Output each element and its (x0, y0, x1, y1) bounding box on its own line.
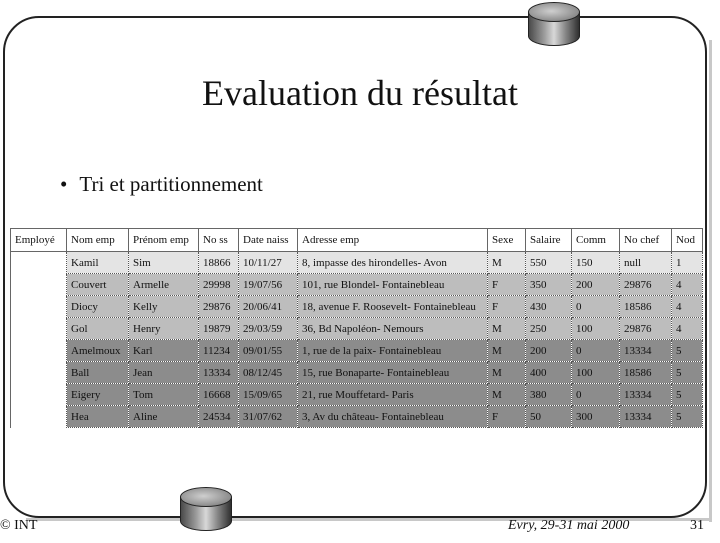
table-cell: 13334 (620, 340, 672, 362)
table-cell: 50 (526, 406, 572, 428)
table-cell: 15, rue Bonaparte- Fontainebleau (298, 362, 488, 384)
row-spacer (11, 406, 67, 428)
table-cell: 0 (572, 384, 620, 406)
column-header: Adresse emp (298, 229, 488, 252)
table-cell: 5 (672, 406, 703, 428)
column-header: Sexe (488, 229, 526, 252)
table-cell: 13334 (620, 384, 672, 406)
table-cell: F (488, 296, 526, 318)
table-cell: 150 (572, 252, 620, 274)
table-cell: 4 (672, 296, 703, 318)
table-cell: 250 (526, 318, 572, 340)
table-cell: 430 (526, 296, 572, 318)
table-cell: 13334 (620, 406, 672, 428)
table-cell: 100 (572, 362, 620, 384)
table-cell: 10/11/27 (239, 252, 298, 274)
table-cell: Diocy (67, 296, 129, 318)
table-cell: Henry (129, 318, 199, 340)
page-number: 31 (690, 518, 704, 533)
table-cell: 29876 (620, 274, 672, 296)
table-row (11, 296, 703, 318)
table-cell: Eigery (67, 384, 129, 406)
row-spacer (11, 252, 67, 274)
table-cell: M (488, 362, 526, 384)
table-cell: Gol (67, 318, 129, 340)
row-spacer (11, 274, 67, 296)
table-cell: M (488, 318, 526, 340)
table-cell: 21, rue Mouffetard- Paris (298, 384, 488, 406)
table-cell: Hea (67, 406, 129, 428)
table-cell: Sim (129, 252, 199, 274)
table-cell: 100 (572, 318, 620, 340)
table-row (11, 406, 703, 428)
row-spacer (11, 384, 67, 406)
column-header: Nod (672, 229, 703, 252)
bullet-text: Tri et partitionnement (79, 172, 263, 196)
table-row (11, 252, 703, 274)
row-spacer (11, 318, 67, 340)
table-cell: 300 (572, 406, 620, 428)
table-cell: 13334 (199, 362, 239, 384)
table-header-row (11, 229, 703, 252)
table-cell: 11234 (199, 340, 239, 362)
column-header: Nom emp (67, 229, 129, 252)
table-cell: Karl (129, 340, 199, 362)
table-cell: 1, rue de la paix- Fontainebleau (298, 340, 488, 362)
table-cell: Jean (129, 362, 199, 384)
table-cell: 18866 (199, 252, 239, 274)
table-row (11, 318, 703, 340)
table-cell: 18, avenue F. Roosevelt- Fontainebleau (298, 296, 488, 318)
slide-title: Evaluation du résultat (202, 73, 518, 113)
table-cell: 350 (526, 274, 572, 296)
table-cell: 29876 (199, 296, 239, 318)
table-cell: 18586 (620, 362, 672, 384)
table-cell: Amelmoux (67, 340, 129, 362)
table-cell: 29/03/59 (239, 318, 298, 340)
column-header: Employé (11, 229, 67, 252)
table-cell: 24534 (199, 406, 239, 428)
table-cell: 5 (672, 362, 703, 384)
database-cylinder-icon (180, 487, 232, 543)
table-row (11, 362, 703, 384)
table-cell: 8, impasse des hirondelles- Avon (298, 252, 488, 274)
row-spacer (11, 296, 67, 318)
table-cell: 3, Av du château- Fontainebleau (298, 406, 488, 428)
table-cell: 1 (672, 252, 703, 274)
table-cell: 200 (526, 340, 572, 362)
table-row (11, 384, 703, 406)
table-cell: 5 (672, 340, 703, 362)
table-cell: 31/07/62 (239, 406, 298, 428)
row-spacer (11, 362, 67, 384)
table-cell: Couvert (67, 274, 129, 296)
table-cell: 09/01/55 (239, 340, 298, 362)
column-header: Comm (572, 229, 620, 252)
table-cell: 200 (572, 274, 620, 296)
column-header: Salaire (526, 229, 572, 252)
table-cell: Kamil (67, 252, 129, 274)
table-cell: 19879 (199, 318, 239, 340)
table-cell: 101, rue Blondel- Fontainebleau (298, 274, 488, 296)
table-row (11, 340, 703, 362)
column-header: Prénom emp (129, 229, 199, 252)
table-row (11, 274, 703, 296)
column-header: No ss (199, 229, 239, 252)
table-cell: 18586 (620, 296, 672, 318)
column-header: No chef (620, 229, 672, 252)
footer-copyright: © INT (0, 518, 38, 533)
table-cell: 380 (526, 384, 572, 406)
table-cell: 550 (526, 252, 572, 274)
employee-table (10, 228, 703, 428)
row-spacer (11, 340, 67, 362)
table-cell: 0 (572, 340, 620, 362)
table-cell: Ball (67, 362, 129, 384)
table-cell: 19/07/56 (239, 274, 298, 296)
table-cell: 16668 (199, 384, 239, 406)
table-cell: F (488, 274, 526, 296)
table-cell: 29998 (199, 274, 239, 296)
footer-event: Evry, 29-31 mai 2000 (508, 518, 630, 533)
table-cell: Aline (129, 406, 199, 428)
database-cylinder-icon (528, 2, 580, 58)
column-header: Date naiss (239, 229, 298, 252)
table-cell: Kelly (129, 296, 199, 318)
table-cell: null (620, 252, 672, 274)
table-cell: 400 (526, 362, 572, 384)
table-cell: 29876 (620, 318, 672, 340)
table-cell: M (488, 340, 526, 362)
table-cell: 0 (572, 296, 620, 318)
table-cell: F (488, 406, 526, 428)
table-cell: 4 (672, 318, 703, 340)
table-cell: Armelle (129, 274, 199, 296)
table-cell: M (488, 252, 526, 274)
table-cell: Tom (129, 384, 199, 406)
table-cell: 08/12/45 (239, 362, 298, 384)
bullet-icon: • (60, 172, 68, 196)
bullet-item (60, 172, 263, 197)
table-cell: 5 (672, 384, 703, 406)
table-cell: M (488, 384, 526, 406)
table-cell: 20/06/41 (239, 296, 298, 318)
table-cell: 15/09/65 (239, 384, 298, 406)
table-cell: 4 (672, 274, 703, 296)
table-cell: 36, Bd Napoléon- Nemours (298, 318, 488, 340)
